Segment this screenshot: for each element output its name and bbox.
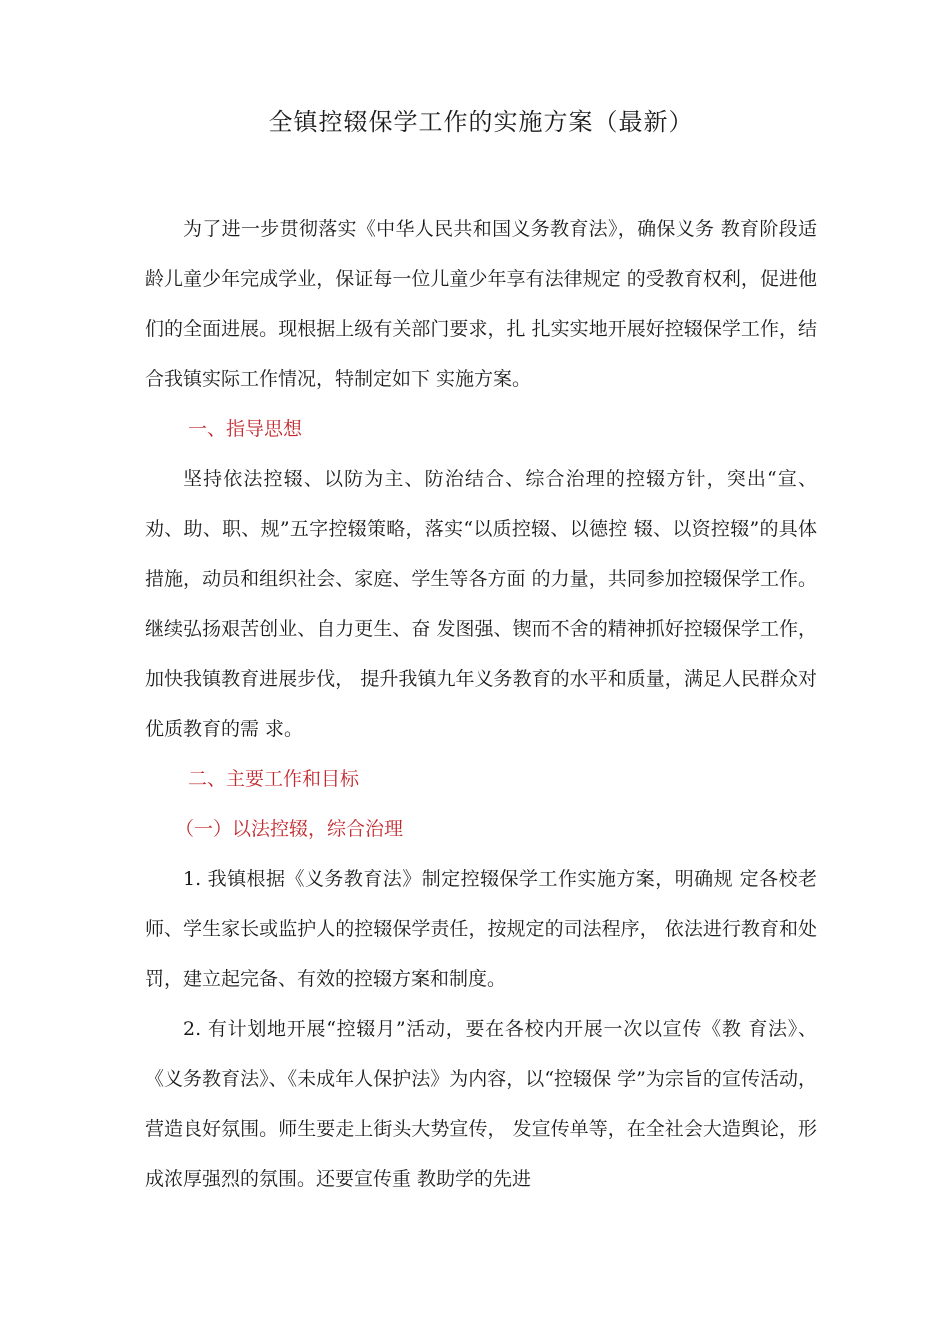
subsection-heading-law-control: （一）以法控辍，综合治理 [175,818,404,840]
document-title: 全镇控辍保学工作的实施方案（最新） [268,108,694,136]
list-item-1: 1. 我镇根据《义务教育法》制定控辍保学工作实施方案，明确规 定各校老师、学生家长或监护人的控辍保学责任，按规定的司法程序， 依法进行教育和处罚，建立起完备、有效的控辍方案和制度。 [145,868,817,990]
list-item-2: 2. 有计划地开展“控辍月”活动，要在各校内开展一次以宣传《教 育法》、《义务教育法》、《未成年人保护法》为内容，以“控辍保 学”为宗旨的宣传活动，营造良好氛围。师生要走上街头大势宣传， 发宣传单等，在全社会大造舆论，形成浓厚强烈的氛围。还要宣传重 教助学的先进 [145,1018,817,1190]
guiding-ideology-paragraph: 坚持依法控辍、以防为主、防治结合、综合治理的控辍方针，突出“宣、劝、助、职、规”五字控辍策略，落实“以质控辍、以德控 辍、以资控辍”的具体措施，动员和组织社会、家庭、学生等各方面 的力量，共同参加控辍保学工作。继续弘扬艰苦创业、自力更生、奋 发图强、锲而不舍的精神抓好控辍保学工作，加快我镇教育进展步伐， 提升我镇九年义务教育的水平和质量，满足人民群众对优质教育的需 求。 [145,468,817,740]
section-heading-guiding-ideology: 一、指导思想 [188,418,303,440]
intro-paragraph: 为了进一步贯彻落实《中华人民共和国义务教育法》，确保义务 教育阶段适龄儿童少年完成学业，保证每一位儿童少年享有法律规定 的受教育权利，促进他们的全面进展。现根据上级有关部门要求，扎 扎实实地开展好控辍保学工作，结合我镇实际工作情况，特制定如下 实施方案。 [145,218,817,390]
document-page [145,104,817,1204]
section-heading-main-work: 二、主要工作和目标 [188,768,360,790]
